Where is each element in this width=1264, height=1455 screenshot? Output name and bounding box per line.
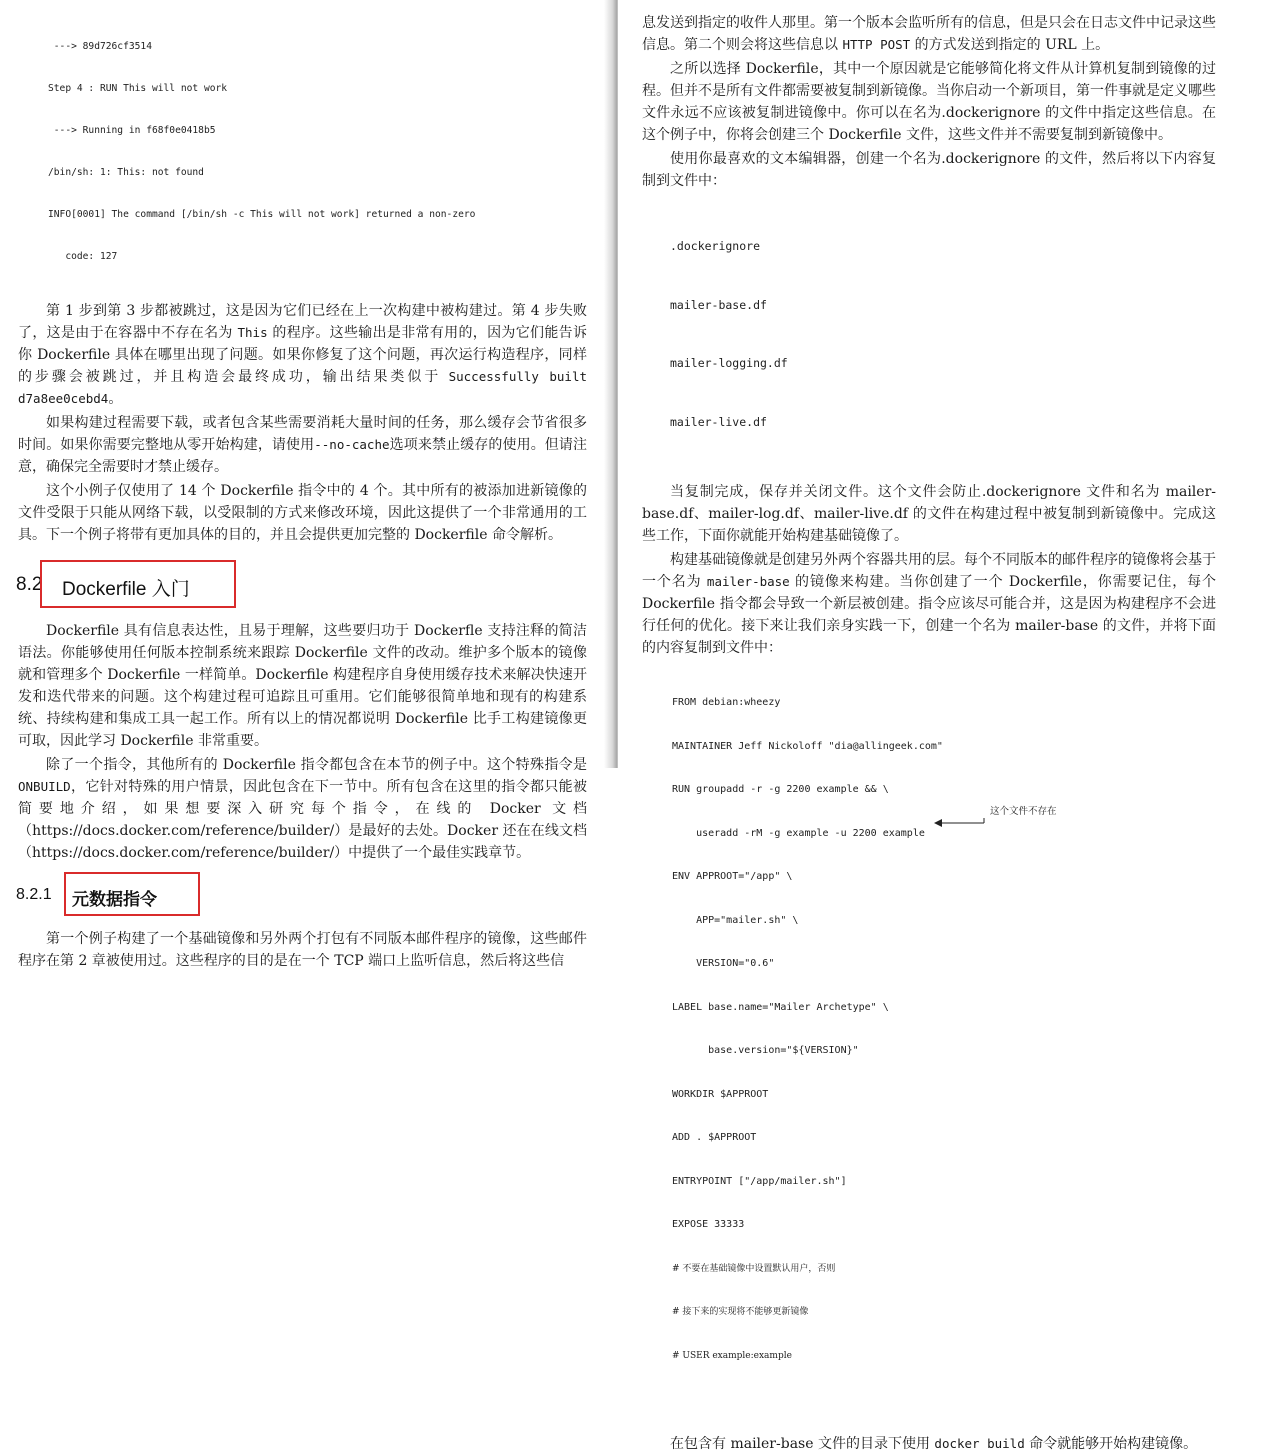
build-output-code bbox=[48, 12, 587, 292]
inline-code: This bbox=[237, 325, 268, 340]
annotation-arrow-icon bbox=[934, 817, 986, 829]
section-title: Dockerfile 入门 bbox=[62, 579, 190, 600]
inline-code: docker build bbox=[934, 1436, 1025, 1451]
code-line: MAINTAINER Jeff Nickoloff "dia@allingeek.com" bbox=[672, 740, 943, 752]
code-comment: # 不要在基础镜像中设置默认用户，否则 bbox=[672, 1263, 836, 1274]
code-line: ---> Running in f68f0e0418b5 bbox=[48, 125, 216, 136]
annotation-label: 这个文件不存在 bbox=[990, 806, 1057, 817]
code-line: ENTRYPOINT ["/app/mailer.sh"] bbox=[672, 1175, 847, 1187]
code-line: VERSION="0.6" bbox=[672, 958, 775, 969]
section-number: 8.2 bbox=[16, 574, 43, 595]
subsection-number: 8.2.1 bbox=[16, 886, 52, 903]
code-line: mailer-logging.df bbox=[670, 356, 788, 370]
inline-code: mailer-base bbox=[706, 574, 790, 589]
code-line: ENV APPROOT="/app" \ bbox=[672, 871, 793, 882]
subsection-title: 元数据指令 bbox=[72, 890, 157, 909]
dockerfile-code bbox=[672, 667, 1216, 1421]
code-line: ADD . $APPROOT bbox=[672, 1132, 757, 1143]
inline-code: Successfully built d7a8ee0cebd4 bbox=[18, 369, 587, 406]
code-line: FROM debian:wheezy bbox=[672, 697, 781, 708]
book-gutter bbox=[604, 0, 618, 768]
code-comment: # 接下来的实现将不能够更新镜像 bbox=[672, 1307, 809, 1317]
highlight-box bbox=[64, 872, 200, 916]
paragraph: 使用你最喜欢的文本编辑器，创建一个名为.dockerignore 的文件，然后将以下内容复制到文件中： bbox=[642, 151, 1216, 189]
inline-code: HTTP POST bbox=[842, 37, 911, 52]
code-line: useradd -rM -g example -u 2200 example bbox=[672, 827, 925, 839]
code-line: mailer-live.df bbox=[670, 414, 767, 429]
code-line: WORKDIR $APPROOT bbox=[672, 1088, 769, 1100]
dockerignore-code bbox=[670, 198, 1216, 471]
code-line: Step 4 : RUN This will not work bbox=[48, 83, 228, 94]
paragraph: 在包含有 mailer-base 文件的目录下使用 docker build 命令就能够开始构建镜像。 bbox=[670, 1436, 1198, 1452]
paragraph: 息发送到指定的收件人那里。第一个版本会监听所有的信息，但是只会在日志文件中记录这些信息。第二个则会将这些信息以 HTTP POST 的方式发送到指定的 URL 上。 bbox=[642, 15, 1216, 53]
paragraph: 构建基础镜像就是创建另外两个容器共用的层。每个不同版本的邮件程序的镜像将会基于一个名为 mailer-base 的镜像来构建。当你创建了一个 Dockerfile，你需要记住，每个 Dockerfile 指令都会导致一个新层被创建。指令应该尽可能合并，这是因为构建程序不会进行任何的优化。接下来让我们亲身实践一下，创建一个名为 mailer-base 的文件，并将下面的内容复制到文件中： bbox=[642, 552, 1216, 656]
code-comment: # USER example:example bbox=[672, 1350, 792, 1361]
code-line: base.version="${VERSION}" bbox=[672, 1045, 859, 1056]
code-line: .dockerignore bbox=[670, 239, 761, 253]
code-line: EXPOSE 33333 bbox=[672, 1219, 745, 1230]
subsection-heading bbox=[16, 874, 587, 926]
code-line: RUN groupadd -r -g 2200 example && \ bbox=[672, 784, 889, 795]
paragraph: 之所以选择 Dockerfile，其中一个原因就是它能够简化将文件从计算机复制到镜像的过程。但并不是所有文件都需要被复制到新镜像。当你启动一个新项目，第一件事就是定义哪些文件永远不应该被复制进镜像中。你可以在名为.dockerignore 的文件中指定这些信息。在这个例子中，你将会创建三个 Dockerfile 文件，这些文件并不需要复制到新镜像中。 bbox=[642, 61, 1216, 143]
code-line: ---> 89d726cf3514 bbox=[48, 41, 152, 52]
paragraph: 如果构建过程需要下载，或者包含某些需要消耗大量时间的任务，那么缓存会节省很多时间。如果你需要完整地从零开始构建，请使用--no-cache选项来禁止缓存的使用。但请注意，确保完全需要时才禁止缓存。 bbox=[18, 415, 588, 475]
paragraph: 这个小例子仅使用了 14 个 Dockerfile 指令中的 4 个。其中所有的被添加进新镜像的文件受限于只能从网络下载，以受限制的方式来修改环境，因此这提供了一个非常通用的工具。下一个例子将带有更加具体的目的，并且会提供更加完整的 Dockerfile 命令解析。 bbox=[18, 483, 587, 543]
paragraph: 除了一个指令，其他所有的 Dockerfile 指令都包含在本节的例子中。这个特殊指令是 ONBUILD，它针对特殊的用户情景，因此包含在下一节中。所有包含在这里的指令都只能被简要地介绍，如果想要深入研究每个指令，在线的 Docker 文档（https://docs.docker.com/reference/builder/）是最好的去处。Docker 还在在线文档（https://docs.docker.com/reference/builder/）中提供了一个最佳实践章节。 bbox=[18, 757, 587, 861]
code-line: /bin/sh: 1: This: not found bbox=[48, 167, 204, 178]
paragraph: 第 1 步到第 3 步都被跳过，这是因为它们已经在上一次构建中被构建过。第 4 步失败了，这是由于在容器中不存在名为 This 的程序。这些输出是非常有用的，因为它们能告诉你 Dockerfile 具体在哪里出现了问题。如果你修复了这个问题，再次运行构造程序，同样的步骤会被跳过，并且构造会最终成功，输出结果类似于 Successfully built d7a8ee0cebd4。 bbox=[18, 303, 587, 407]
inline-code: ONBUILD bbox=[18, 779, 71, 794]
paragraph: 第一个例子构建了一个基础镜像和另外两个打包有不同版本邮件程序的镜像，这些邮件程序在第 2 章被使用过。这些程序的目的是在一个 TCP 端口上监听信息，然后将这些信 bbox=[18, 931, 587, 969]
inline-code: --no-cache bbox=[314, 437, 390, 452]
left-page bbox=[0, 0, 613, 969]
code-line: APP="mailer.sh" \ bbox=[672, 914, 799, 926]
code-line: LABEL base.name="Mailer Archetype" \ bbox=[672, 1001, 889, 1013]
paragraph: Dockerfile 具有信息表达性，且易于理解，这些要归功于 Dockerfle 支持注释的简洁语法。你能够使用任何版本控制系统来跟踪 Dockerfile 文件的改动。维护多个版本的镜像就和管理多个 Dockerfile 一样简单。Dockerfile 构建程序自身使用缓存技术来解决快速开发和迭代带来的问题。这个构建过程可追踪且可重用。它们能够很简单地和现有的构建系统、持续构建和集成工具一起工作。所有以上的情况都说明 Dockerfile 比手工构建镜像更可取，因此学习 Dockerfile 非常重要。 bbox=[18, 623, 587, 749]
code-line: code: 127 bbox=[48, 251, 118, 262]
code-line: INFO[0001] The command [/bin/sh -c This will not work] returned a non-zero bbox=[48, 209, 476, 220]
paragraph: 当复制完成，保存并关闭文件。这个文件会防止.dockerignore 文件和名为 mailer-base.df、mailer-log.df、mailer-live.df 的文件在构建过程中被复制到新镜像中。完成这些工作，下面你就能开始构建基础镜像了。 bbox=[642, 484, 1216, 544]
section-heading bbox=[16, 558, 587, 614]
code-line: mailer-base.df bbox=[670, 297, 767, 312]
highlight-box bbox=[40, 560, 236, 608]
right-page bbox=[617, 0, 1264, 1452]
